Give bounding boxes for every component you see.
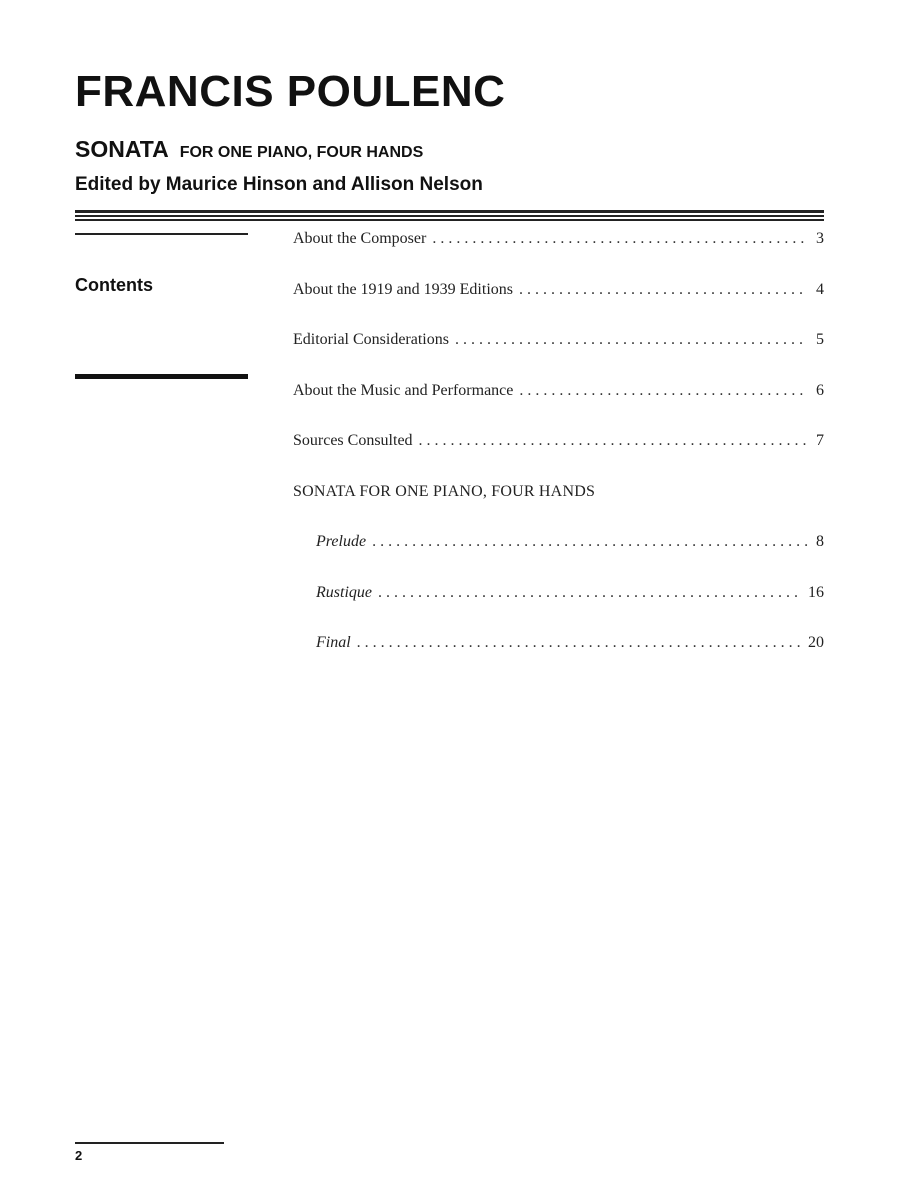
page-number: 2 <box>75 1148 83 1163</box>
toc-entry-page: 16 <box>808 583 824 601</box>
header-divider <box>75 210 824 223</box>
toc-entry-title: Sources Consulted <box>293 432 413 449</box>
toc-entry-title: About the 1919 and 1939 Editions <box>293 280 513 298</box>
contents-label: Contents <box>75 275 153 295</box>
toc-entry-page: 5 <box>816 331 824 348</box>
toc-entry-title: Prelude <box>316 533 367 550</box>
toc-entry[interactable] <box>293 382 824 433</box>
dot-leader <box>357 634 802 652</box>
table-of-contents <box>293 230 824 685</box>
toc-entry[interactable] <box>293 230 824 281</box>
toc-movement-entry[interactable] <box>293 634 824 685</box>
toc-entry-page: 3 <box>816 230 824 247</box>
work-title-line <box>75 136 505 163</box>
toc-entry-title: About the Composer <box>293 230 427 247</box>
toc-entry[interactable] <box>293 432 824 483</box>
divider-line <box>75 215 824 217</box>
toc-entry-page: 7 <box>816 432 824 449</box>
dot-leader <box>455 331 808 349</box>
toc-entry-title: About the Music and Performance <box>293 381 514 399</box>
toc-entry-title: Final <box>316 634 351 651</box>
sidebar-rule-top <box>75 233 248 235</box>
toc-entry-title: Editorial Considerations <box>293 331 449 348</box>
toc-entry-page: 8 <box>816 533 824 550</box>
dot-leader <box>432 230 808 248</box>
toc-section-heading: SONATA FOR ONE PIANO, FOUR HANDS <box>293 482 596 500</box>
page-header <box>75 67 506 196</box>
divider-line <box>75 219 824 221</box>
sidebar-rule-bottom <box>75 374 248 379</box>
toc-entry-page: 6 <box>816 381 824 399</box>
toc-movement-entry[interactable] <box>293 533 824 584</box>
dot-leader <box>378 584 802 602</box>
footer-rule <box>75 1142 224 1144</box>
composer-name: FRANCIS POULENC <box>75 67 506 116</box>
divider-line <box>75 210 824 213</box>
dot-leader <box>519 382 808 400</box>
toc-entry-title: Rustique <box>316 583 372 601</box>
toc-entry-page: 4 <box>816 280 824 298</box>
editors-credit: Edited by Maurice Hinson and Allison Nelson <box>75 174 483 195</box>
work-title: SONATA <box>75 136 169 162</box>
toc-entry[interactable] <box>293 331 824 382</box>
work-subtitle: FOR ONE PIANO, FOUR HANDS <box>179 144 424 161</box>
toc-movement-entry[interactable] <box>293 584 824 635</box>
dot-leader <box>419 432 808 450</box>
dot-leader <box>372 533 808 551</box>
toc-entry-page: 20 <box>808 634 824 651</box>
dot-leader <box>519 281 808 299</box>
toc-entry[interactable] <box>293 281 824 332</box>
